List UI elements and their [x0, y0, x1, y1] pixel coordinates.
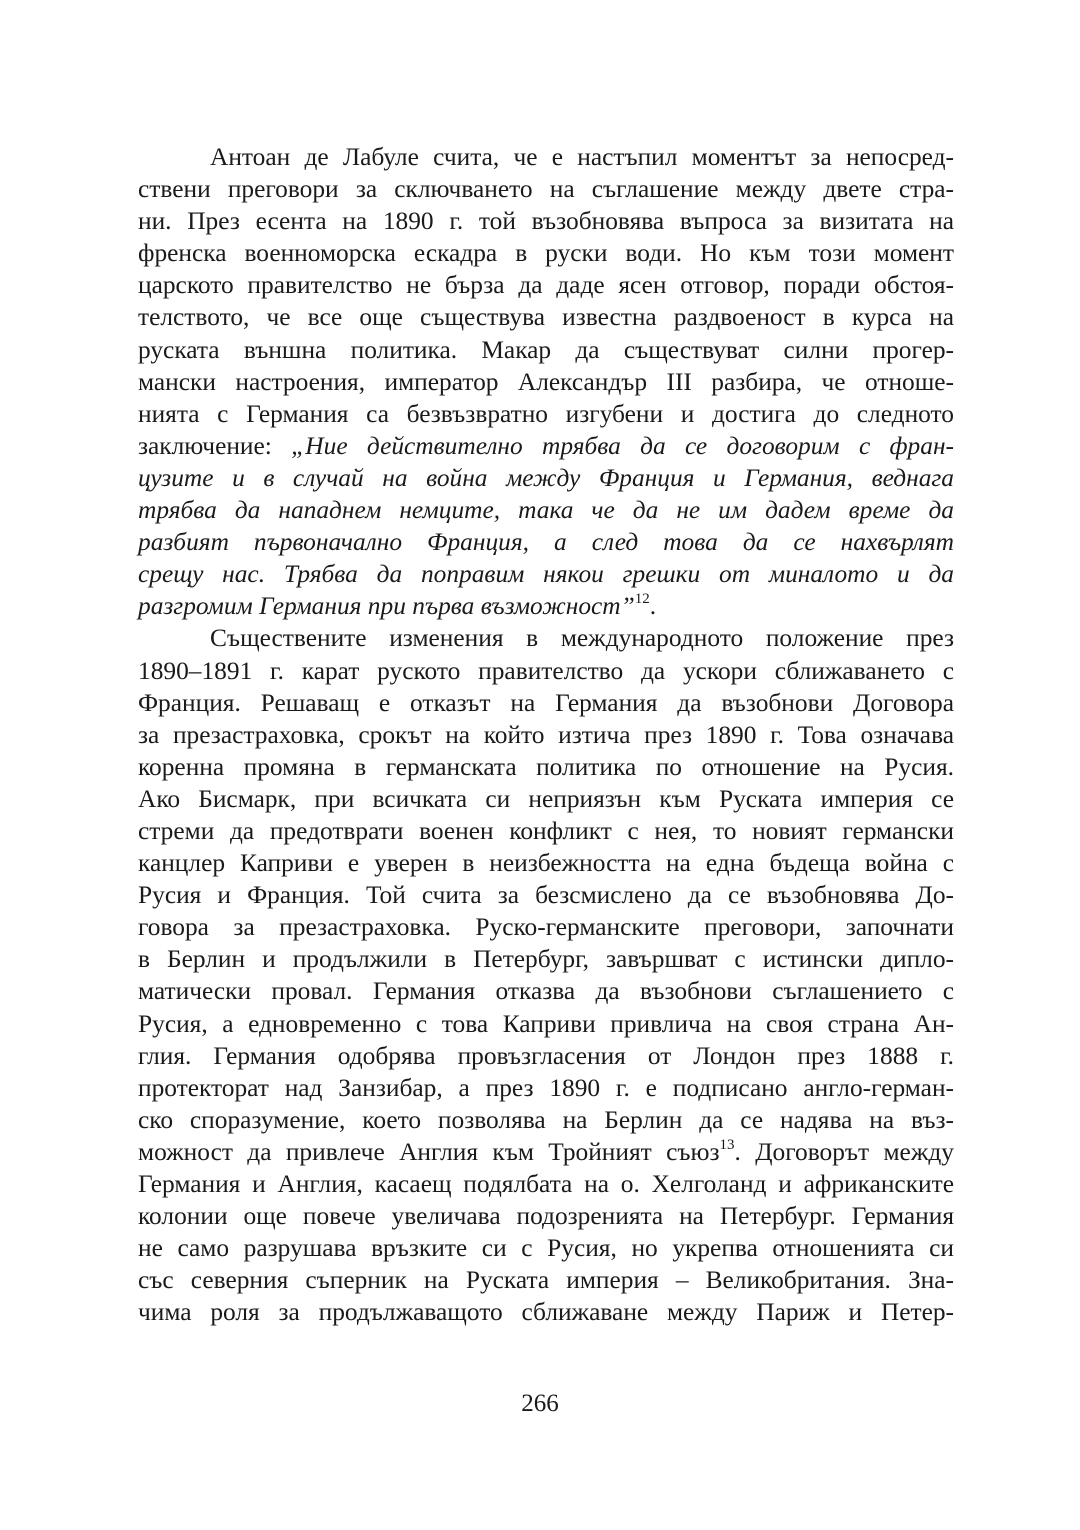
text-line: коренна промяна в германската политика по отношение на Русия. [138, 752, 954, 781]
text-segment: можност да привлече Англия към Тройният съюз [138, 1137, 720, 1166]
text-line: Антоан де Лабуле счита, че е настъпил моментът за непосред- [210, 143, 954, 171]
text-segment: заключение: [138, 431, 292, 460]
text-line: стреми да предотврати военен конфликт с нея, то новият германски [138, 816, 954, 845]
text-line: протекторат над Занзибар, а през 1890 г. е подписано англо-герман- [138, 1073, 954, 1102]
quote-line: трябва да нападнем немците, така че да не им дадем време да [138, 496, 954, 525]
paragraph-2 [138, 622, 954, 1328]
text-line: със северния съперник на Руската империя – Великобритания. Зна- [138, 1266, 954, 1295]
text-line: не само разрушава връзките си с Русия, но укрепва отношенията си [138, 1234, 954, 1263]
text-line: за презастраховка, срокът на който изтича през 1890 г. Това означава [138, 720, 954, 749]
text-line: колонии още повече увеличава подозренията на Петербург. Германия [138, 1202, 954, 1231]
text-line: канцлер Каприви е уверен в неизбежността на една бъдеща война с [138, 849, 954, 878]
footnote-reference[interactable]: 13 [719, 1136, 735, 1153]
text-line: ско споразумение, което позволява на Берлин да се надява на въз- [138, 1105, 954, 1134]
text-line: Франция. Решаващ е отказът на Германия да възобнови Договора [138, 688, 954, 717]
text-line: нията с Германия са безвъзвратно изгубени и достига до следното [138, 399, 954, 428]
quote-line: разбият първоначално Франция, а след това да се нахвърлят [138, 528, 954, 557]
text-line: говора за презастраховка. Руско-германските преговори, започнати [138, 913, 954, 942]
text-line: Русия и Франция. Той счита за безсмислено да се възобновява До- [138, 881, 954, 910]
text-line [138, 1136, 954, 1168]
text-line: френска военноморска ескадра в руски води. Но към този момент [138, 239, 954, 268]
text-line: царското правителство не бърза да даде ясен отговор, поради обстоя- [138, 271, 954, 300]
text-line: ни. През есента на 1890 г. той възобновява въпроса за визитата на [138, 207, 954, 236]
text-line [138, 430, 954, 462]
footnote-reference[interactable]: 12 [634, 591, 650, 608]
paragraph-1 [138, 141, 954, 622]
quote-text: „Ние действително трябва да се договорим с фран- [291, 431, 954, 460]
text-line: Съществените изменения в международното положение през [210, 624, 954, 653]
page-body [138, 141, 954, 1328]
quote-line: цузите и в случай на война между Франция и Германия, веднага [138, 463, 954, 492]
text-line: глия. Германия одобрява провъзгласения от Лондон през 1888 г. [138, 1041, 954, 1070]
text-line: руската външна политика. Макар да съществуват силни прогер- [138, 335, 954, 364]
text-line: 1890–1891 г. карат руското правителство да ускори сближаването с [138, 656, 954, 685]
text-line [138, 590, 954, 622]
text-line: Русия, а едновременно с това Каприви привлича на своя страна Ан- [138, 1009, 954, 1038]
text-line: в Берлин и продължили в Петербург, завършват с истински дипло- [138, 945, 954, 974]
text-segment: . [649, 592, 657, 621]
text-line: Ако Бисмарк, при всичката си неприязън към Руската империя се [138, 784, 954, 813]
text-line: ствени преговори за сключването на съглашение между двете стра- [138, 175, 954, 204]
quote-line: срещу нас. Трябва да поправим някои грешки от миналото и да [138, 560, 954, 589]
text-line: матически провал. Германия отказва да възобнови съглашението с [138, 977, 954, 1006]
text-segment: . Договорът между [734, 1137, 954, 1166]
page-number: 266 [521, 1390, 559, 1417]
text-line: мански настроения, император Александър III разбира, че отноше- [138, 367, 954, 396]
text-line: чима роля за продължаващото сближаване между Париж и Петер- [138, 1298, 954, 1327]
quote-text: разгромим Германия при първа възможност” [138, 592, 635, 621]
text-line: телството, че все още съществува известна раздвоеност в курса на [138, 303, 954, 332]
text-line: Германия и Англия, касаещ подялбата на о. Хелголанд и африканските [138, 1170, 954, 1198]
